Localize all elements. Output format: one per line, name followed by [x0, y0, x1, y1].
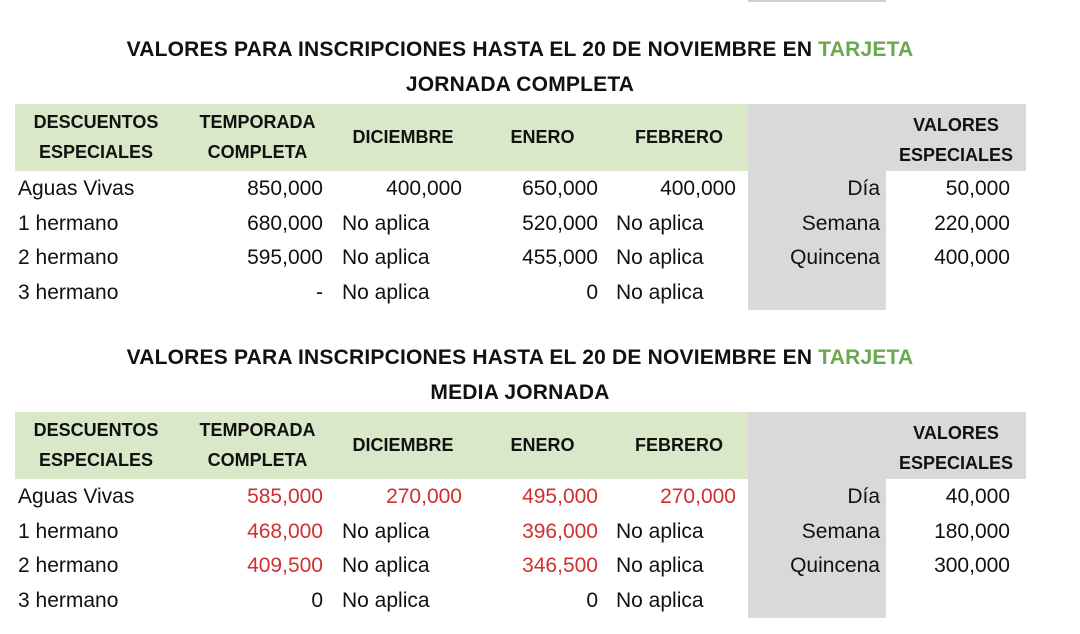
cell-temporada: 468,000	[247, 520, 323, 543]
cell-label: 2 hermano	[18, 554, 119, 577]
cell-febrero: No aplica	[616, 554, 704, 577]
cell-enero: 650,000	[522, 177, 598, 200]
cell-febrero: No aplica	[616, 212, 704, 235]
table-subtitle: MEDIA JORNADA	[430, 381, 610, 404]
cell-esp-value: 400,000	[934, 246, 1010, 269]
cell-febrero: 400,000	[660, 177, 736, 200]
cell-diciembre: No aplica	[342, 589, 430, 612]
cell-temporada: 850,000	[247, 177, 323, 200]
table-subtitle: JORNADA COMPLETA	[405, 73, 635, 96]
cell-esp-label: Quincena	[790, 554, 880, 577]
cell-enero: 0	[586, 281, 598, 304]
cell-label: 2 hermano	[18, 246, 119, 269]
cell-febrero: No aplica	[616, 520, 704, 543]
top-edge-line	[748, 0, 886, 2]
table-title: VALORES PARA INSCRIPCIONES HASTA EL 20 DE NOVIEMBRE EN TARJETA	[126, 38, 914, 61]
cell-enero: 495,000	[522, 485, 598, 508]
cell-esp-value: 180,000	[934, 520, 1010, 543]
cell-esp-label: Semana	[801, 520, 880, 543]
cell-enero: 455,000	[522, 246, 598, 269]
cell-diciembre: 400,000	[386, 177, 462, 200]
cell-label: 1 hermano	[18, 520, 119, 543]
header-descuentos: DESCUENTOS ESPECIALES	[33, 420, 159, 470]
cell-esp-label: Día	[847, 177, 880, 200]
header-diciembre: DICIEMBRE	[352, 127, 454, 147]
table-title: VALORES PARA INSCRIPCIONES HASTA EL 20 DE NOVIEMBRE EN TARJETA	[126, 346, 914, 369]
cell-temporada: 680,000	[247, 212, 323, 235]
cell-enero: 346,500	[522, 554, 598, 577]
header-enero: ENERO	[510, 435, 575, 455]
cell-esp-label: Semana	[801, 212, 880, 235]
cell-diciembre: No aplica	[342, 246, 430, 269]
cell-diciembre: No aplica	[342, 520, 430, 543]
cell-label: Aguas Vivas	[18, 177, 135, 200]
header-temporada: TEMPORADA COMPLETA	[199, 420, 316, 470]
header-enero: ENERO	[510, 127, 575, 147]
header-temporada: TEMPORADA COMPLETA	[199, 112, 316, 162]
header-valores-especiales: VALORES ESPECIALES	[898, 423, 1014, 473]
cell-esp-label: Día	[847, 485, 880, 508]
cell-esp-value: 40,000	[945, 485, 1010, 508]
header-valores-especiales: VALORES ESPECIALES	[898, 115, 1014, 165]
cell-febrero: No aplica	[616, 246, 704, 269]
cell-label: 3 hermano	[18, 281, 119, 304]
header-diciembre: DICIEMBRE	[352, 435, 454, 455]
cell-temporada: 409,500	[247, 554, 323, 577]
cell-temporada: 585,000	[247, 485, 323, 508]
header-febrero: FEBRERO	[634, 435, 723, 455]
cell-temporada: -	[316, 281, 323, 304]
cell-enero: 520,000	[522, 212, 598, 235]
cell-label: 3 hermano	[18, 589, 119, 612]
cell-diciembre: No aplica	[342, 281, 430, 304]
cell-temporada: 595,000	[247, 246, 323, 269]
header-febrero: FEBRERO	[634, 127, 723, 147]
cell-febrero: 270,000	[660, 485, 736, 508]
cell-temporada: 0	[311, 589, 323, 612]
cell-enero: 0	[586, 589, 598, 612]
cell-enero: 396,000	[522, 520, 598, 543]
cell-diciembre: No aplica	[342, 212, 430, 235]
cell-febrero: No aplica	[616, 281, 704, 304]
header-descuentos: DESCUENTOS ESPECIALES	[33, 112, 159, 162]
cell-label: 1 hermano	[18, 212, 119, 235]
cell-label: Aguas Vivas	[18, 485, 135, 508]
cell-diciembre: No aplica	[342, 554, 430, 577]
cell-esp-value: 220,000	[934, 212, 1010, 235]
cell-esp-value: 300,000	[934, 554, 1010, 577]
cell-febrero: No aplica	[616, 589, 704, 612]
cell-esp-value: 50,000	[945, 177, 1010, 200]
cell-esp-label: Quincena	[790, 246, 880, 269]
cell-diciembre: 270,000	[386, 485, 462, 508]
